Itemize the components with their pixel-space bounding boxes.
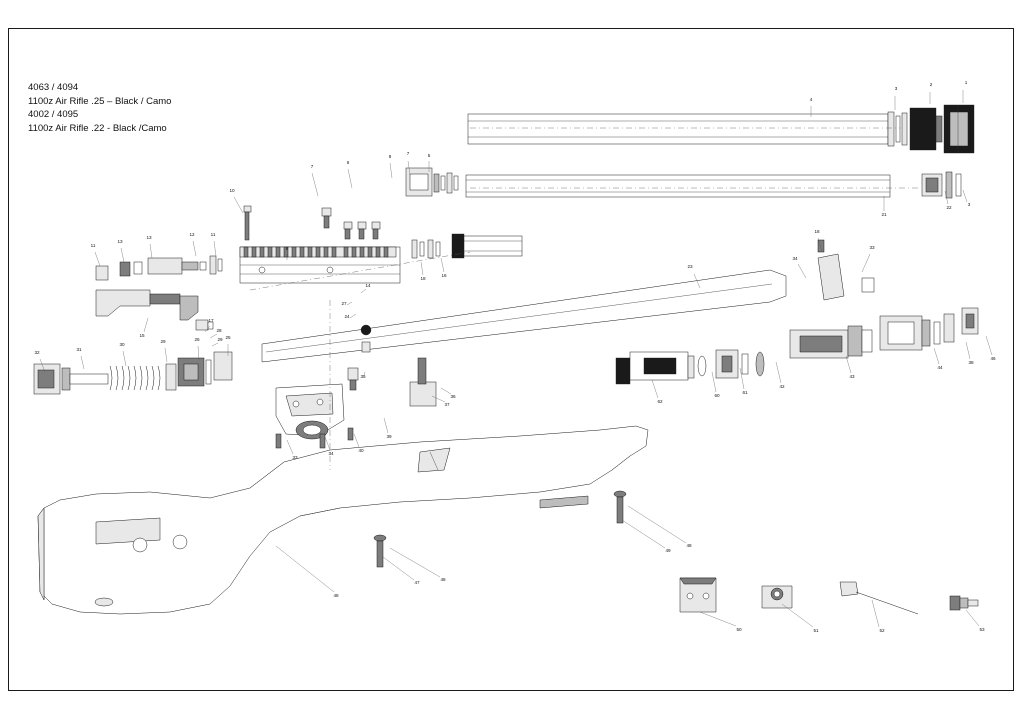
- callout-number: 48: [686, 543, 692, 548]
- callout-number: 23: [687, 264, 693, 269]
- title-line-3: 4002 / 4095: [28, 109, 79, 120]
- callout-number: 30: [119, 342, 125, 347]
- callout-number: 28: [216, 328, 222, 333]
- callout-number: 34: [792, 256, 798, 261]
- callout-number: 42: [779, 384, 785, 389]
- callout-number: 3: [967, 202, 971, 207]
- callout-number: 9: [285, 246, 289, 251]
- callout-number: 24: [344, 314, 350, 319]
- callout-number: 43: [849, 374, 855, 379]
- left-small-parts-group: [96, 256, 222, 330]
- callout-number: 18: [420, 276, 426, 281]
- coil-spring: [110, 366, 160, 390]
- callout-number: 48: [333, 593, 339, 598]
- callout-number: 52: [879, 628, 885, 633]
- callout-number: 27: [341, 301, 347, 306]
- callout-number: 13: [146, 235, 152, 240]
- callout-number: 16: [441, 273, 447, 278]
- callout-number: 60: [714, 393, 720, 398]
- callout-number: 12: [189, 232, 195, 237]
- callout-number: 31: [76, 347, 82, 352]
- callout-number: 61: [742, 390, 748, 395]
- callout-number: 51: [813, 628, 819, 633]
- barrel-shroud-assembly: [468, 105, 974, 153]
- air-cylinder-tube: [262, 270, 786, 362]
- callout-number: 26: [194, 337, 200, 342]
- callout-number: 29: [160, 339, 166, 344]
- callout-number: 11: [90, 243, 96, 248]
- callout-number: 53: [979, 627, 985, 632]
- callout-number: 3: [894, 86, 898, 91]
- callout-number: 48: [440, 577, 446, 582]
- callout-number: 47: [414, 580, 420, 585]
- callout-number: 15: [139, 333, 145, 338]
- magazine-cylinder-group: [818, 240, 874, 300]
- callout-number: 46: [990, 356, 996, 361]
- callout-number: 38: [968, 360, 974, 365]
- callout-number: 22: [946, 205, 952, 210]
- bottom-accessories: [680, 578, 978, 614]
- callout-number: 17: [208, 318, 214, 323]
- rifle-stock: [38, 426, 648, 614]
- callout-number: 7: [406, 151, 410, 156]
- callout-number: 6: [346, 160, 350, 165]
- valve-regulator-row: [616, 308, 978, 384]
- callout-number: 11: [210, 232, 216, 237]
- callout-number: 62: [657, 399, 663, 404]
- callout-number: 32: [34, 350, 40, 355]
- callout-number: 4: [809, 97, 813, 102]
- inner-barrel-assembly: [406, 168, 961, 198]
- receiver-rail-assembly: [240, 206, 522, 283]
- title-line-1: 4063 / 4094: [28, 82, 79, 93]
- callout-number: 18: [814, 229, 820, 234]
- callout-number: 2: [929, 82, 933, 87]
- callout-number: 50: [736, 627, 742, 632]
- callout-number: 34: [328, 451, 334, 456]
- title-line-2: 1100z Air Rifle .25 – Black / Camo: [28, 95, 172, 107]
- callout-number: 5: [427, 153, 431, 158]
- spring-piston-group: [34, 352, 232, 394]
- callout-number: 13: [117, 239, 123, 244]
- callout-number: 29: [217, 337, 223, 342]
- callout-number: 7: [310, 164, 314, 169]
- callout-number: 10: [229, 188, 235, 193]
- callout-number: 1: [964, 80, 968, 85]
- callout-number: 33: [869, 245, 875, 250]
- callout-number: 39: [386, 434, 392, 439]
- callout-number: 35: [360, 374, 366, 379]
- callout-number: 40: [358, 448, 364, 453]
- callout-number: 36: [450, 394, 456, 399]
- callout-number: 8: [388, 154, 392, 159]
- callout-number: 14: [365, 283, 371, 288]
- callout-number: 21: [881, 212, 887, 217]
- callout-number: 33: [292, 455, 298, 460]
- callout-number: 44: [937, 365, 943, 370]
- callout-number: 25: [225, 335, 231, 340]
- title-line-4: 1100z Air Rifle .22 - Black /Camo: [28, 122, 167, 134]
- callout-number: 49: [665, 548, 671, 553]
- callout-number: 37: [444, 402, 450, 407]
